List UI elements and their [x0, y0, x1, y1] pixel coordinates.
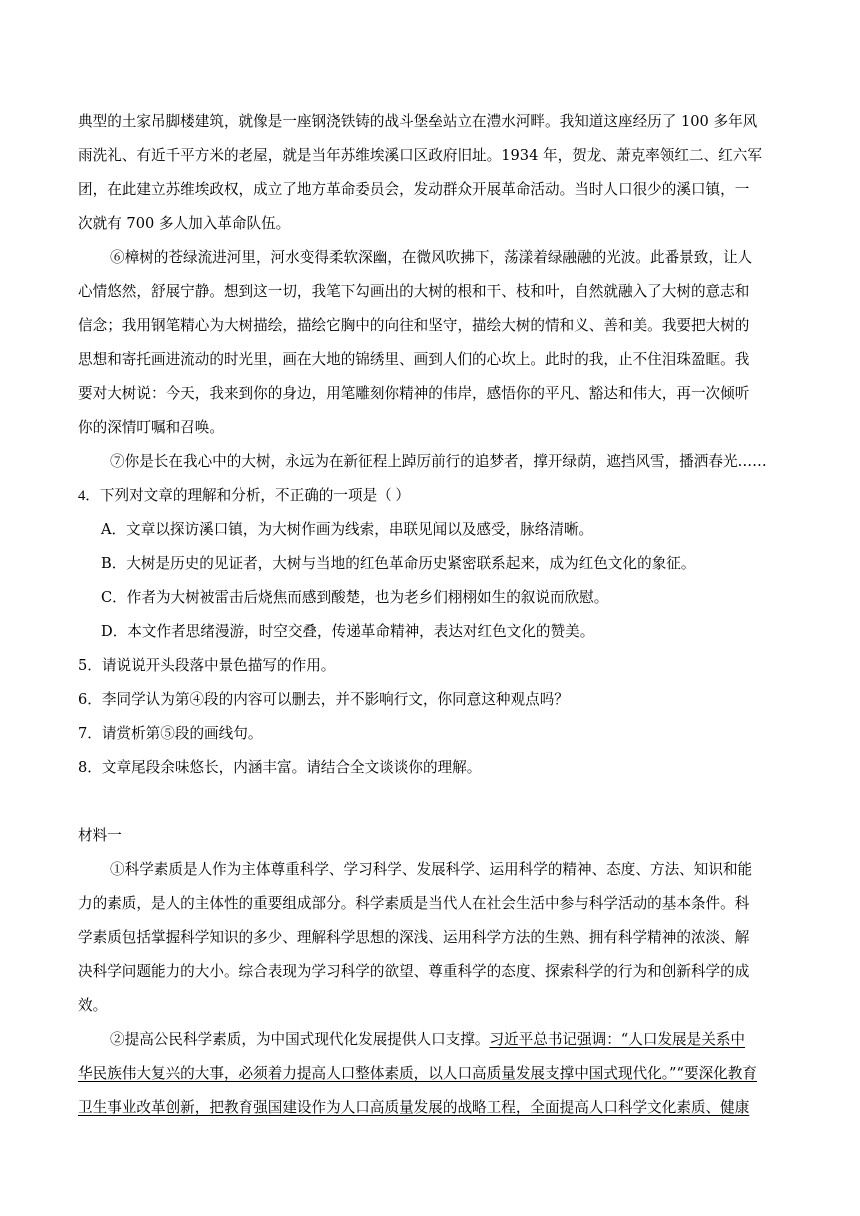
story-para6-line-3: 信念；我用钢笔精心为大树描绘，描绘它胸中的向往和坚守，描绘大树的情和义、善和美。我要把大树的 [78, 317, 750, 334]
material-1-p1-line-3: 学素质包括掌握科学知识的多少、理解科学思想的深浅、运用科学方法的生熟、拥有科学精神的浓淡、解 [78, 929, 750, 946]
question-4-option-d: D．本文作者思绪漫游，时空交叠，传递革命精神，表达对红色文化的赞美。 [101, 623, 595, 640]
question-7: 7．请赏析第⑤段的画线句。 [78, 725, 263, 742]
material-1-p2-line-1 [110, 1030, 745, 1050]
story-para6-line-2: 心情悠然，舒展宁静。想到这一切，我笔下勾画出的大树的根和干、枝和叶，自然就融入了大树的意志和 [78, 283, 750, 300]
story-para6-line-5: 要对大树说：今天，我来到你的身边，用笔雕刻你精神的伟岸，感悟你的平凡、豁达和伟大，再一次倾听 [78, 385, 750, 402]
material-1-p1-line-1: ①科学素质是人作为主体尊重科学、学习科学、发展科学、运用科学的精神、态度、方法、知识和能 [110, 861, 753, 878]
story-para-cont-line-4: 次就有 700 多人加入革命队伍。 [78, 215, 291, 232]
material-1-p2-underlined-line-3: 卫生事业改革创新，把教育强国建设作为人口高质量发展的战略工程，全面提高人口科学文化素质、健康 [78, 1099, 750, 1116]
story-para6-line-6: 你的深情叮嘱和召唤。 [78, 419, 224, 436]
material-1-p2-underlined-start: 习近平总书记强调：“人口发展是关系中 [489, 1031, 746, 1048]
question-6: 6．李同学认为第④段的内容可以删去，并不影响行文，你同意这种观点吗？ [78, 691, 569, 708]
question-4-option-c: C．作者为大树被雷击后烧焦而感到酸楚，也为老乡们栩栩如生的叙说而欣慰。 [101, 589, 609, 606]
material-1-p1-line-2: 力的素质，是人的主体性的重要组成部分。科学素质是当代人在社会生活中参与科学活动的基本条件。科 [78, 895, 750, 912]
material-1-p2-underlined-line-2: 华民族伟大复兴的大事，必须着力提高人口整体素质，以人口高质量发展支撑中国式现代化。”“要深化教育 [78, 1065, 757, 1082]
material-1-heading: 材料一 [78, 827, 122, 844]
question-8: 8．文章尾段余味悠长，内涵丰富。请结合全文谈谈你的理解。 [78, 759, 482, 776]
question-4-option-a: A．文章以探访溪口镇，为大树作画为线索，串联见闻以及感受，脉络清晰。 [101, 521, 594, 538]
story-para7: ⑦你是长在我心中的大树，永远为在新征程上踔厉前行的追梦者，撑开绿荫，遮挡风雪，播洒春光…… [110, 453, 767, 470]
material-1-p1-line-5: 效。 [78, 997, 108, 1014]
story-para-cont-line-2: 雨洗礼、有近千平方米的老屋，就是当年苏维埃溪口区政府旧址。1934 年，贺龙、萧克率领红二、红六军 [78, 147, 762, 164]
question-4: 4．下列对文章的理解和分析，不正确的一项是（ ） [78, 488, 411, 504]
material-1-p1-line-4: 决科学问题能力的大小。综合表现为学习科学的欲望、尊重科学的态度、探索科学的行为和创新科学的成 [78, 963, 750, 980]
story-para-cont-line-1: 典型的土家吊脚楼建筑，就像是一座钢浇铁铸的战斗堡垒站立在澧水河畔。我知道这座经历了 100 多年风 [78, 113, 758, 130]
story-para-cont-line-3: 团，在此建立苏维埃政权，成立了地方革命委员会，发动群众开展革命活动。当时人口很少的溪口镇，一 [78, 181, 750, 198]
story-para6-line-1: ⑥樟树的苍绿流进河里，河水变得柔软深幽，在微风吹拂下，荡漾着绿融融的光波。此番景致，让人 [110, 249, 753, 266]
question-5: 5．请说说开头段落中景色描写的作用。 [78, 657, 336, 674]
question-4-option-b: B．大树是历史的见证者，大树与当地的红色革命历史紧密联系起来，成为红色文化的象征。 [101, 555, 696, 572]
story-para6-line-4: 思想和寄托画进流动的时光里，画在大地的锦绣里、画到人们的心坎上。此时的我，止不住泪珠盈眶。我 [78, 351, 750, 368]
material-1-p2-plain: ②提高公民科学素质，为中国式现代化发展提供人口支撑。 [110, 1031, 490, 1048]
